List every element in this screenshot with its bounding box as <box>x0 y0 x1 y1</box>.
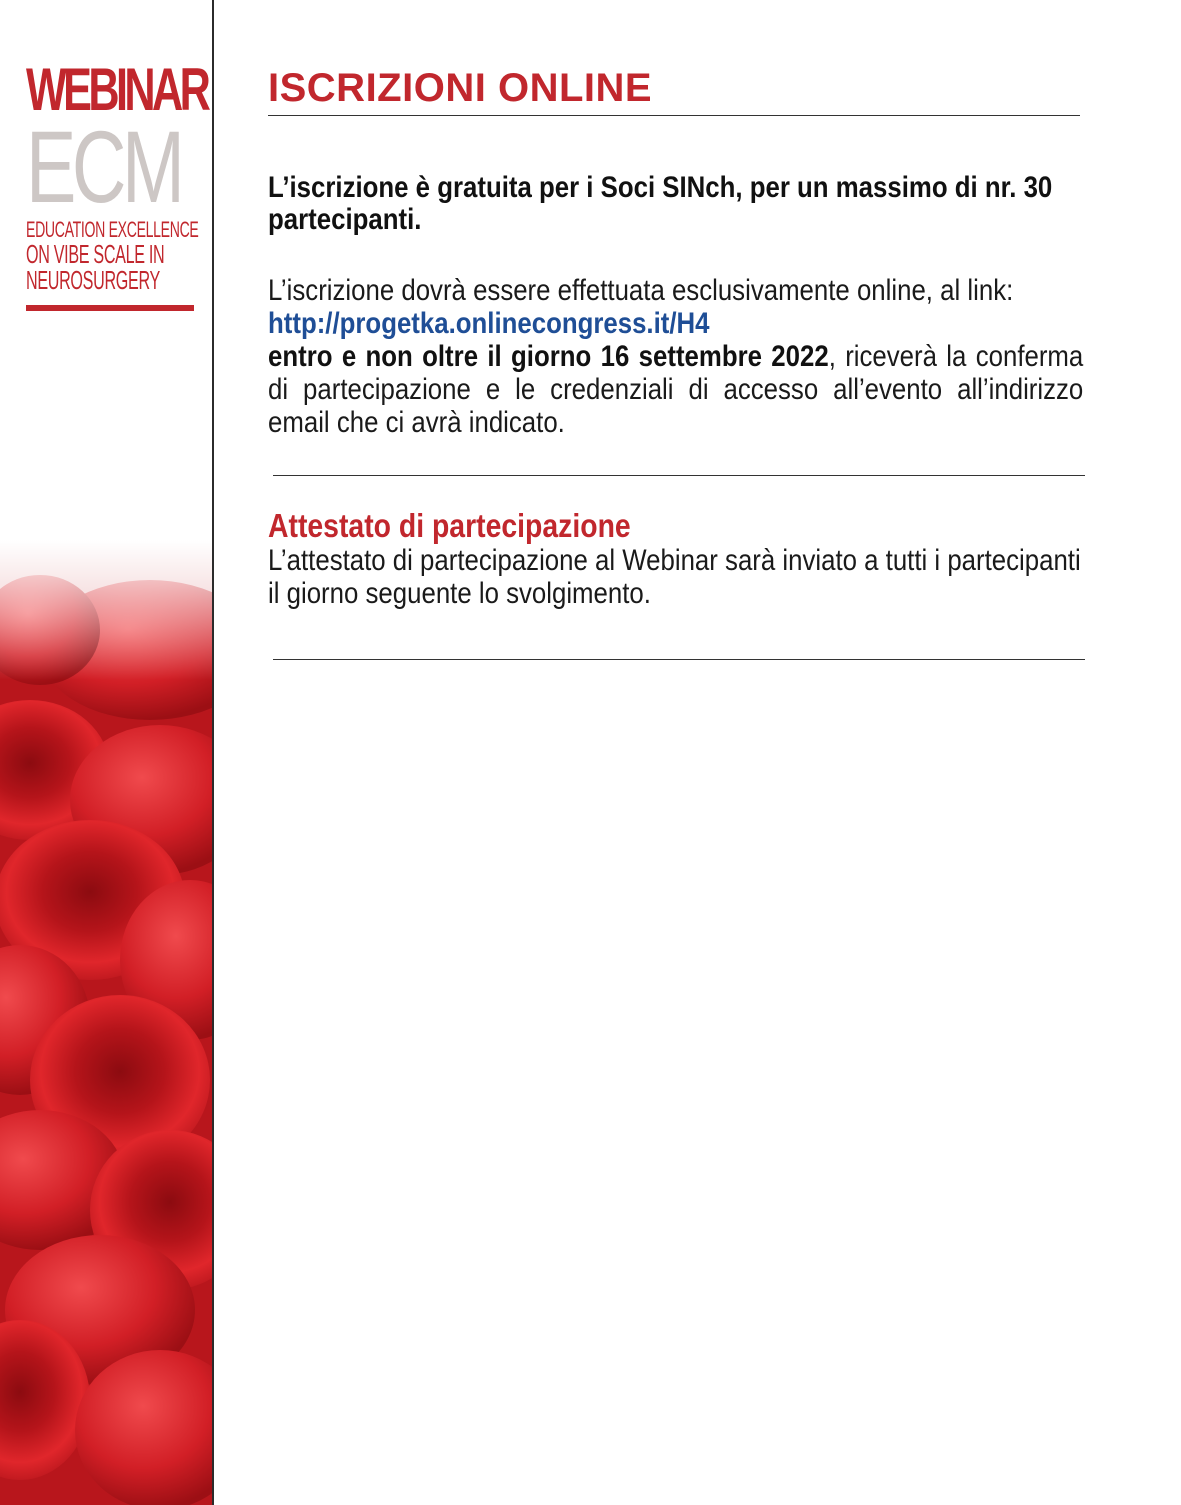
instructions-paragraph <box>268 274 1083 439</box>
section-divider <box>273 475 1085 476</box>
certificate-paragraph: L’attestato di partecipazione al Webinar sarà inviato a tutti i partecipanti il giorno seguente lo svolgimento. <box>268 544 1081 610</box>
instructions-lead: L’iscrizione dovrà essere effettuata esclusivamente online, al link: <box>268 274 1014 307</box>
sidebar <box>0 0 212 1505</box>
intro-paragraph: L’iscrizione è gratuita per i Soci SINch, per un massimo di nr. 30 partecipanti. <box>268 171 1053 236</box>
sidebar-divider <box>212 0 214 1505</box>
logo-tagline-3: NEUROSURGERY <box>26 265 160 295</box>
deadline-text: entro e non oltre il giorno 16 settembre 2022 <box>268 340 829 373</box>
logo-webinar-text: WEBINAR <box>26 56 208 123</box>
logo-underline <box>26 305 194 311</box>
certificate-heading: Attestato di partecipazione <box>268 507 631 544</box>
page-title: ISCRIZIONI ONLINE <box>268 66 653 110</box>
webinar-ecm-logo <box>26 55 208 295</box>
bottom-divider <box>273 659 1085 660</box>
logo-ecm-text: ECM <box>26 110 181 224</box>
logo-tagline-2: ON VIBE SCALE IN <box>26 239 165 269</box>
logo-tagline-1: EDUCATION EXCELLENCE <box>26 217 199 242</box>
instructions-tail: , riceverà la conferma di partecipazione e le credenziali di accesso all’evento all’indirizzo email che ci avrà indicato. <box>268 340 1084 439</box>
blood-cells-image <box>0 540 212 1505</box>
registration-link[interactable]: http://progetka.onlinecongress.it/H4 <box>268 307 710 340</box>
title-divider <box>268 115 1080 116</box>
